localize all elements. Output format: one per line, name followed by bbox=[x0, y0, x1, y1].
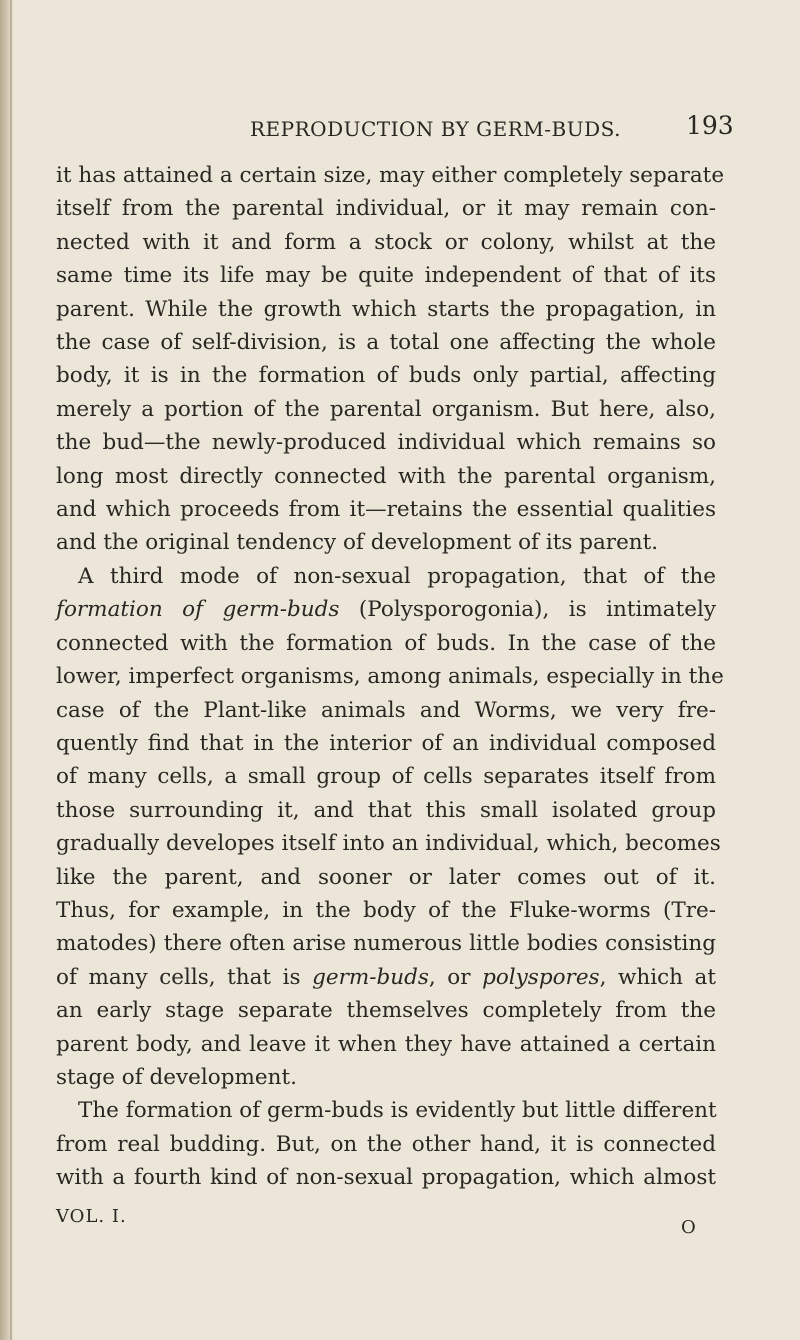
text-line: those surrounding it, and that this small isolated group bbox=[56, 797, 716, 823]
text-line: and which proceeds from it—retains the essential qualities bbox=[56, 497, 716, 523]
text-line: A third mode of non-sexual propagation, that of the bbox=[78, 563, 716, 589]
text-line: the case of self-division, is a total one affecting the whole bbox=[56, 330, 716, 356]
text-line: case of the Plant-like animals and Worms, we very fre- bbox=[56, 697, 716, 723]
running-head: REPRODUCTION BY GERM-BUDS. bbox=[250, 117, 621, 141]
body-text bbox=[56, 159, 725, 1195]
text-line: with a fourth kind of non-sexual propagation, which almost bbox=[56, 1165, 716, 1191]
text-line: body, it is in the formation of buds only partial, affecting bbox=[56, 363, 716, 389]
text-line: connected with the formation of buds. In the case of the bbox=[56, 630, 716, 656]
text-line: like the parent, and sooner or later comes out of it. bbox=[56, 864, 716, 890]
text-line: nected with it and form a stock or colony, whilst at the bbox=[56, 229, 716, 255]
signature-mark: O bbox=[681, 1217, 696, 1238]
text-line: and the original tendency of development of its parent. bbox=[56, 530, 659, 556]
text-line: The formation of germ-buds is evidently but little different bbox=[78, 1098, 717, 1124]
italic-term: polyspores bbox=[482, 964, 600, 990]
text-line: gradually developes itself into an individual, which, becomes bbox=[56, 831, 721, 857]
text-line: the bud—the newly-produced individual which remains so bbox=[56, 430, 716, 456]
text-line: merely a portion of the parental organism. But here, also, bbox=[56, 396, 716, 422]
text-line: an early stage separate themselves completely from the bbox=[56, 998, 716, 1024]
page-number: 193 bbox=[686, 111, 734, 140]
text-line: parent body, and leave it when they have attained a certain bbox=[56, 1031, 716, 1057]
page-binding-shadow bbox=[10, 0, 12, 1340]
text-line: Thus, for example, in the body of the Fluke-worms (Tre- bbox=[56, 897, 716, 923]
text-line: formation of germ-buds (Polysporogonia), is intimately bbox=[56, 597, 716, 623]
text-line: quently find that in the interior of an individual composed bbox=[56, 730, 716, 756]
text-line: itself from the parental individual, or it may remain con- bbox=[56, 196, 716, 222]
text-line: matodes) there often arise numerous little bodies consisting bbox=[56, 931, 716, 957]
text-line: same time its life may be quite independent of that of its bbox=[56, 263, 716, 289]
text-line: it has attained a certain size, may either completely separate bbox=[56, 163, 725, 188]
italic-term: formation of germ-buds bbox=[56, 597, 340, 623]
page-footer bbox=[56, 1206, 716, 1236]
italic-term: germ-buds bbox=[312, 964, 429, 990]
text-line: stage of development. bbox=[56, 1064, 297, 1090]
volume-signature: VOL. I. bbox=[56, 1206, 127, 1227]
text-line: from real budding. But, on the other hand, it is connected bbox=[56, 1131, 716, 1157]
text-line: of many cells, a small group of cells separates itself from bbox=[56, 764, 716, 790]
text-line: parent. While the growth which starts the propagation, in bbox=[56, 296, 716, 322]
text-line: long most directly connected with the parental organism, bbox=[56, 463, 716, 489]
text-line: of many cells, that is germ-buds, or polyspores, which at bbox=[56, 964, 716, 990]
text-line: lower, imperfect organisms, among animals, especially in the bbox=[56, 664, 724, 690]
